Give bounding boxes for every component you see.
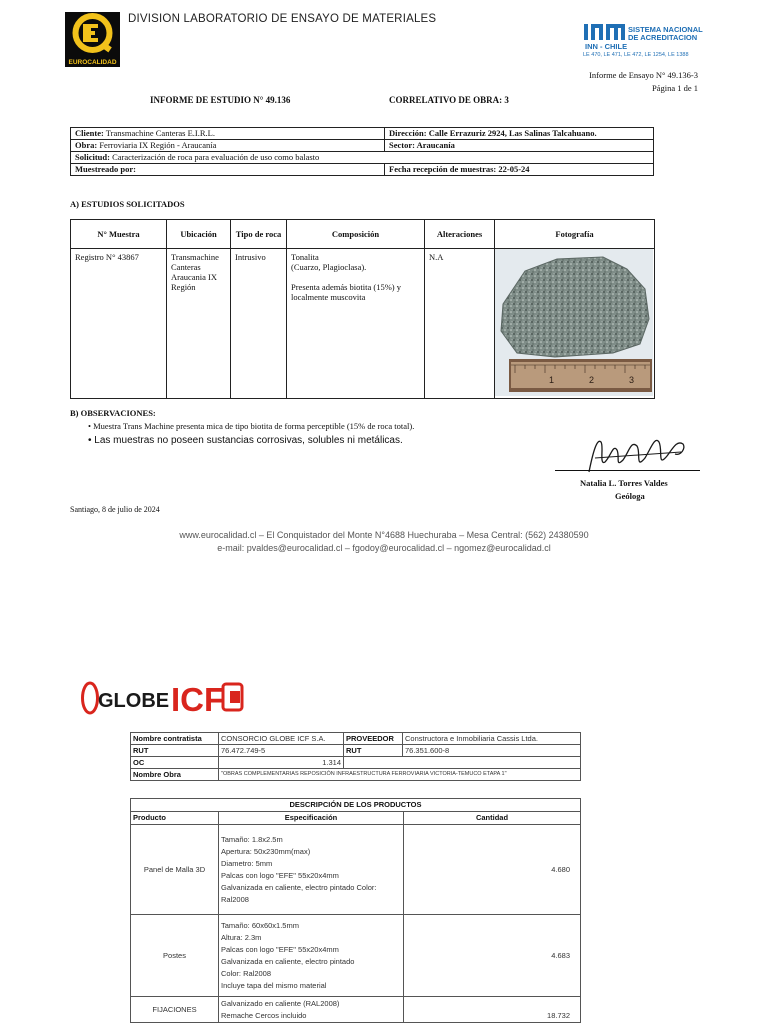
obra-value: Ferroviaria IX Región - Araucanía (99, 140, 217, 150)
inn-line2: DE ACREDITACION (628, 33, 698, 42)
col-header: Cantidad (404, 812, 581, 825)
observation-item: • Las muestras no poseen sustancias corrosivas, solubles ni metálicas. (88, 435, 403, 446)
handwritten-signature (585, 432, 690, 482)
table-row (131, 733, 581, 745)
inn-codes: LE 470, LE 471, LE 472, LE 1254, LE 1388 (583, 52, 689, 58)
cliente-value: Transmachine Canteras E.I.R.L. (105, 128, 215, 138)
sector-cell: Sector: Araucanía (385, 140, 654, 152)
rut-label-2: RUT (344, 745, 403, 757)
spec-line: Palcas con logo "EFE" 55x20x4mm (221, 944, 339, 954)
muestra-cell: Registro N° 43867 (71, 249, 167, 399)
product-name: FIJACIONES (131, 997, 219, 1023)
product-name: Panel de Malla 3D (131, 825, 219, 915)
inn-line1: SISTEMA NACIONAL (628, 25, 703, 34)
rock-sample-photo (495, 249, 653, 396)
product-qty: 18.732 (404, 997, 581, 1023)
table-header-row (131, 812, 581, 825)
oc-label: OC (131, 757, 219, 769)
fecha-cell: Fecha recepción de muestras: 22-05-24 (385, 164, 654, 176)
obra-cell (71, 140, 385, 152)
contratista-label: Nombre contratista (131, 733, 219, 745)
muestreado-cell: Muestreado por: (71, 164, 385, 176)
spec-line: Palcas con logo "EFE" 55x20x4mm (221, 870, 339, 880)
informe-title: INFORME DE ESTUDIO N° 49.136 (150, 95, 291, 105)
col-header: Tipo de roca (231, 220, 287, 249)
proveedor-label: PROVEEDOR (344, 733, 403, 745)
col-header: Ubicación (167, 220, 231, 249)
table-row (131, 769, 581, 781)
globe-logo-text: GLOBE (98, 690, 170, 712)
product-qty: 4.680 (404, 825, 581, 915)
observation-item: • Muestra Trans Machine presenta mica de tipo biotita de forma perceptible (15% de roca total). (88, 421, 415, 431)
ruler-label: 1 (549, 375, 555, 385)
col-header: N° Muestra (71, 220, 167, 249)
solicitud-value: Caracterización de roca para evaluación de uso como balasto (112, 152, 320, 162)
studies-table (70, 219, 655, 399)
spec-line: Diametro: 5mm (221, 858, 273, 868)
spec-line: Remache Cercos incluido (221, 1010, 307, 1020)
col-header: Composición (287, 220, 425, 249)
empty-cell (344, 757, 581, 769)
products-title: DESCRIPCIÓN DE LOS PRODUCTOS (131, 799, 581, 812)
signer-role: Geóloga (615, 491, 645, 501)
rut-value: 76.472.749-5 (219, 745, 344, 757)
alteraciones-cell: N.A (425, 249, 495, 399)
footer-emails: e-mail: pvaldes@eurocalidad.cl – fgodoy@eurocalidad.cl – ngomez@eurocalidad.cl (217, 543, 551, 553)
rut-value-2: 76.351.600-8 (403, 745, 581, 757)
table-header-row (71, 220, 655, 249)
table-title-row (131, 799, 581, 812)
table-row (71, 128, 654, 140)
eq-logo-icon (65, 12, 120, 58)
comp-line: (Cuarzo, Plagioclasa). (291, 262, 367, 272)
table-row (131, 757, 581, 769)
col-header: Especificación (219, 812, 404, 825)
inn-accreditation-logo (583, 20, 708, 62)
table-row (71, 164, 654, 176)
spec-line: Ral2008 (221, 894, 249, 904)
ubicacion-cell: Transmachine Canteras Araucania IX Región (167, 249, 231, 399)
icf-logo-text: ICF (171, 681, 225, 718)
products-table (130, 798, 581, 1023)
table-row (71, 152, 654, 164)
composicion-cell (287, 249, 425, 399)
correlativo-title: CORRELATIVO DE OBRA: 3 (389, 95, 509, 105)
footer-address: www.eurocalidad.cl – El Conquistador del Monte N°4688 Huechuraba – Mesa Central: (562) 24380590 (179, 530, 589, 540)
table-row (71, 140, 654, 152)
contractor-info-table (130, 732, 581, 781)
proveedor-value: Constructora e Inmobiliaria Cassis Ltda. (403, 733, 581, 745)
spec-line: Galvanizada en caliente, electro pintado (221, 956, 355, 966)
inn-mark-icon (583, 20, 627, 42)
logo-brand-text: EUROCALIDAD (68, 59, 117, 66)
globe-icf-logo-icon (80, 676, 250, 720)
photo-cell (495, 249, 655, 399)
cliente-cell (71, 128, 385, 140)
cliente-label: Cliente: (75, 128, 104, 138)
globe-icf-logo (80, 676, 250, 725)
product-qty: 4.683 (404, 915, 581, 997)
client-info-table (70, 127, 654, 176)
table-row (71, 249, 655, 399)
table-row (131, 745, 581, 757)
report-reference: Informe de Ensayo N° 49.136-3 (589, 70, 698, 80)
inn-org: INN - CHILE (585, 42, 628, 51)
spec-line: Galvanizado en caliente (RAL2008) (221, 998, 340, 1008)
ruler-label: 2 (589, 375, 595, 385)
product-spec (219, 825, 404, 915)
table-row (131, 915, 581, 997)
oc-value: 1.314 (219, 757, 344, 769)
table-row (131, 997, 581, 1023)
spec-line: Galvanizada en caliente, electro pintado Color: (221, 882, 377, 892)
page-number: Página 1 de 1 (651, 83, 698, 93)
col-header: Alteraciones (425, 220, 495, 249)
obra-label: Nombre Obra (131, 769, 219, 781)
division-title: DIVISION LABORATORIO DE ENSAYO DE MATERIALES (128, 13, 437, 25)
rut-label: RUT (131, 745, 219, 757)
spec-line: Incluye tapa del mismo material (221, 980, 327, 990)
comp-line: Presenta además biotita (15%) y localmente muscovita (291, 282, 401, 302)
ruler-label: 3 (629, 375, 635, 385)
spec-line: Color: Ral2008 (221, 968, 272, 978)
product-spec (219, 915, 404, 997)
section-b-heading: B) OBSERVACIONES: (70, 408, 156, 418)
col-header: Fotografía (495, 220, 655, 249)
solicitud-label: Solicitud: (75, 152, 110, 162)
comp-line: Tonalita (291, 252, 319, 262)
solicitud-cell (71, 152, 654, 164)
direccion-cell: Dirección: Calle Errazuriz 2924, Las Salinas Talcahuano. (385, 128, 654, 140)
obra-value: "OBRAS COMPLEMENTARIAS REPOSICIÓN INFRAESTRUCTURA FERROVIARIA VICTORIA-TEMUCO ETAPA 1" (219, 769, 581, 781)
col-header: Producto (131, 812, 219, 825)
table-row (131, 825, 581, 915)
contratista-value: CONSORCIO GLOBE ICF S.A. (219, 733, 344, 745)
obra-label: Obra: (75, 140, 98, 150)
signer-name: Natalia L. Torres Valdes (580, 478, 668, 488)
section-a-heading: A) ESTUDIOS SOLICITADOS (70, 199, 185, 209)
product-spec (219, 997, 404, 1023)
spec-line: Altura: 2.3m (221, 932, 262, 942)
eurocalidad-logo (65, 12, 120, 67)
spec-line: Apertura: 50x230mm(max) (221, 846, 311, 856)
signature-line (555, 470, 700, 471)
spec-line: Tamaño: 60x60x1.5mm (221, 920, 299, 930)
product-name: Postes (131, 915, 219, 997)
tipo-cell: Intrusivo (231, 249, 287, 399)
spec-line: Tamaño: 1.8x2.5m (221, 834, 283, 844)
date-line: Santiago, 8 de julio de 2024 (70, 505, 160, 514)
